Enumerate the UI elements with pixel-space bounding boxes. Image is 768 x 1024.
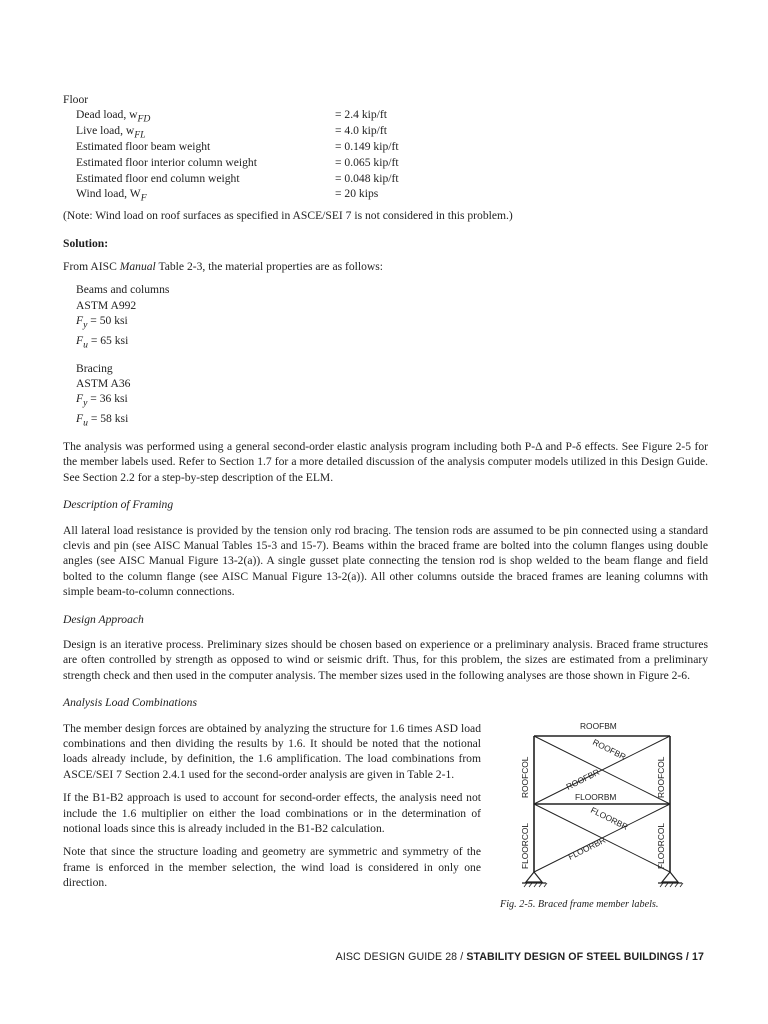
label-roofcol-left: ROOFCOL	[520, 756, 530, 798]
beams-fy: $F_y = 50$ ksi	[76, 314, 128, 331]
load-value: = 0.048 kip/ft	[335, 171, 399, 185]
label-floorbm: FLOORBM	[575, 791, 617, 802]
load-row	[63, 123, 708, 139]
load-value: = 0.149 kip/ft	[335, 140, 399, 153]
label-floorbr-top: FLOORBR	[589, 804, 630, 832]
b1b2-paragraph: If the B1-B2 approach is used to account for second-order effects, the analysis need not include the 1.6 multiplier on either the load combinations or in the determination of notional loads since this is already included in the B1-B2 calculation.	[63, 791, 481, 836]
label-roofbr-top: ROOFBR	[591, 736, 628, 762]
bracing-title: Bracing	[76, 361, 113, 375]
load-value: = 4.0 kip/ft	[335, 124, 387, 138]
load-label: Live load, $w_{FL}$	[76, 124, 146, 141]
bracing-spec: ASTM A36	[76, 377, 131, 391]
load-row	[63, 155, 708, 171]
wind-note: (Note: Wind load on roof surfaces as specified in ASCE/SEI 7 is not considered in this problem.)	[63, 209, 513, 223]
approach-paragraph: Design is an iterative process. Preliminary sizes should be chosen based on experience or a preliminary analysis. Braced frame structures are often controlled by strength as opposed to wind or seismic drift. Thus, for this problem, the sizes are estimated from a preliminary strength check and then used in the computer analysis. The member sizes used in the following analyses are those shown in Figure 2-6.	[63, 637, 708, 682]
braced-frame-diagram	[502, 714, 702, 894]
load-label: Dead load, $w_{FD}$	[76, 108, 151, 125]
figure-caption: Fig. 2-5. Braced frame member labels.	[500, 898, 659, 910]
left-pin-support-icon	[522, 872, 547, 887]
footer-title: STABILITY DESIGN OF STEEL BUILDINGS / 17	[466, 951, 704, 963]
label-roofbm: ROOFBM	[580, 720, 617, 731]
load-value: = 0.065 kip/ft	[335, 155, 399, 169]
analysis-paragraph: The analysis was performed using a general second-order elastic analysis program including both P-Δ and P-δ effects. See Figure 2-5 for the member labels used. Refer to Section 1.7 for a more detailed discussion of the analysis computer models utilized in this Design Guide. See Section 2.2 for a step-by-step description of the ELM.	[63, 439, 708, 484]
floor-heading: Floor	[63, 93, 89, 106]
load-label: Wind load, $W_F$	[76, 187, 147, 204]
load-row	[63, 139, 708, 155]
two-column-section	[63, 720, 708, 910]
right-pin-support-icon	[658, 872, 683, 887]
framing-heading: Description of Framing	[63, 498, 174, 512]
load-label: Estimated floor interior column weight	[76, 155, 257, 169]
bracing-fy: $F_y = 36$ ksi	[76, 392, 128, 409]
beams-fu: $F_u = 65$ ksi	[76, 333, 129, 351]
load-row	[63, 186, 708, 202]
braced-frame-figure	[502, 714, 702, 914]
label-floorcol-left: FLOORCOL	[520, 822, 530, 869]
beams-title: Beams and columns	[76, 283, 170, 297]
bracing-material-block	[63, 361, 708, 431]
load-label: Estimated floor end column weight	[76, 171, 240, 185]
load-label: Estimated floor beam weight	[76, 140, 211, 153]
left-column	[63, 721, 481, 891]
bracing-fu: $F_u = 58$ ksi	[76, 412, 129, 429]
label-roofbr-bottom: ROOFBR	[564, 766, 601, 792]
footer-guide: AISC DESIGN GUIDE 28 /	[335, 951, 467, 963]
floor-loads-list	[63, 107, 708, 202]
symmetry-paragraph: Note that since the structure loading and geometry are symmetric and symmetry of the frame is enforced in the member selection, the wind load is considered in only one direction.	[63, 845, 481, 890]
label-roofcol-right: ROOFCOL	[656, 756, 666, 798]
solution-heading: Solution:	[63, 236, 109, 250]
materials-intro: From AISC Manual Table 2-3, the material properties are as follows:	[63, 260, 384, 273]
load-row	[63, 171, 708, 187]
beams-spec: ASTM A992	[76, 298, 137, 312]
page-content	[63, 92, 708, 910]
combos-paragraph: The member design forces are obtained by analyzing the structure for 1.6 times ASD load combinations and then dividing the results by 1.6. It should be noted that the notional loads already include, by definition, the 1.6 amplification. The load combinations from ASCE/SEI 7 Section 2.4.1 used for the second-order analysis are given in Table 2-1.	[63, 721, 481, 781]
combos-heading: Analysis Load Combinations	[63, 696, 197, 710]
approach-heading: Design Approach	[63, 612, 144, 626]
label-floorbr-bottom: FLOORBR	[566, 834, 608, 862]
load-value: = 2.4 kip/ft	[335, 108, 387, 122]
load-value: = 20 kips	[335, 187, 379, 201]
page-footer	[336, 950, 704, 965]
label-floorcol-right: FLOORCOL	[656, 822, 666, 869]
load-row	[63, 107, 708, 123]
framing-paragraph: All lateral load resistance is provided by the tension only rod bracing. The tension rods are assumed to be pin connected using a standard clevis and pin (see AISC Manual Tables 15-3 and 15-7). Beams within the braced frame are bolted into the column flanges using double angles (see AISC Manual Figure 13-2(a)). A single gusset plate connecting the tension rod is shop welded to the beam flange and field bolted to the column flange (see AISC Manual Figure 13-2(a)). All other columns outside the braced frames are leaning columns with simple beam-to-column connections.	[63, 523, 708, 599]
beams-material-block	[63, 282, 708, 352]
